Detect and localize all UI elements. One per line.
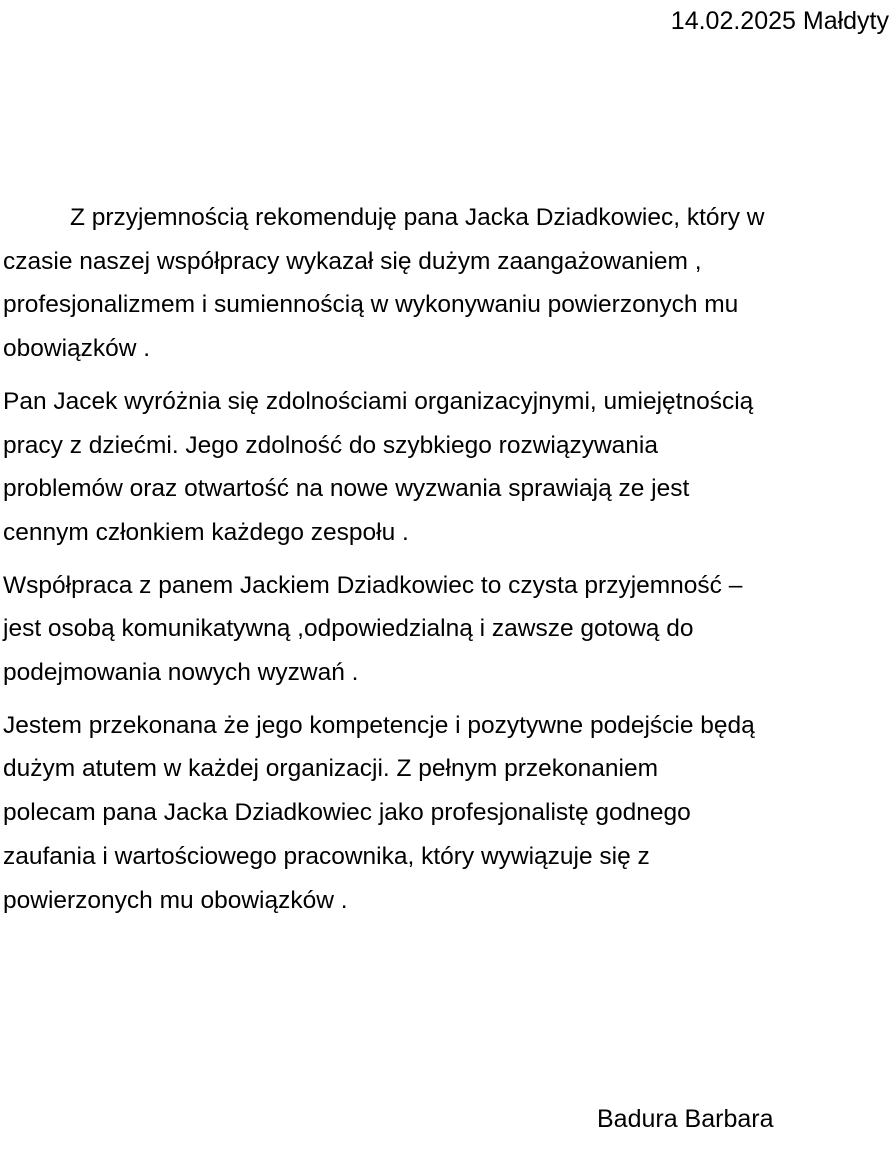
paragraph-cooperation — [3, 564, 887, 695]
paragraph-recommendation — [3, 196, 887, 371]
paragraph-line: polecam pana Jacka Dziadkowiec jako profesjonalistę godnego — [3, 799, 691, 827]
paragraph-line: czasie naszej współpracy wykazał się dużym zaangażowaniem , — [3, 247, 702, 275]
paragraph-line: cennym członkiem każdego zespołu . — [3, 518, 409, 546]
paragraph-conclusion — [3, 704, 887, 923]
paragraph-line: jest osobą komunikatywną ,odpowiedzialną i zawsze gotową do — [3, 615, 694, 643]
paragraph-line: profesjonalizmem i sumiennością w wykonywaniu powierzonych mu — [3, 291, 739, 319]
paragraph-line: Z przyjemnością rekomenduję pana Jacka Dziadkowiec, który w — [70, 204, 765, 231]
paragraph-line: problemów oraz otwartość na nowe wyzwania sprawiają ze jest — [3, 475, 690, 503]
paragraph-line: obowiązków . — [3, 335, 151, 363]
paragraph-line: podejmowania nowych wyzwań . — [3, 659, 359, 687]
paragraph-skills — [3, 380, 887, 555]
paragraph-line: pracy z dziećmi. Jego zdolność do szybkiego rozwiązywania — [3, 431, 658, 459]
paragraph-line: Jestem przekonana że jego kompetencje i pozytywne podejście będą — [3, 711, 755, 739]
date-place: 14.02.2025 Małdyty — [670, 7, 889, 35]
paragraph-line: dużym atutem w każdej organizacji. Z pełnym przekonaniem — [3, 755, 658, 783]
letter-body — [3, 196, 887, 931]
paragraph-line: Pan Jacek wyróżnia się zdolnościami organizacyjnymi, umiejętnością — [3, 387, 754, 415]
paragraph-line: zaufania i wartościowego pracownika, który wywiązuje się z — [3, 842, 650, 870]
paragraph-line: powierzonych mu obowiązków . — [3, 886, 348, 914]
signature-name: Badura Barbara — [597, 1105, 774, 1133]
paragraph-line: Współpraca z panem Jackiem Dziadkowiec to czysta przyjemność – — [3, 571, 743, 599]
